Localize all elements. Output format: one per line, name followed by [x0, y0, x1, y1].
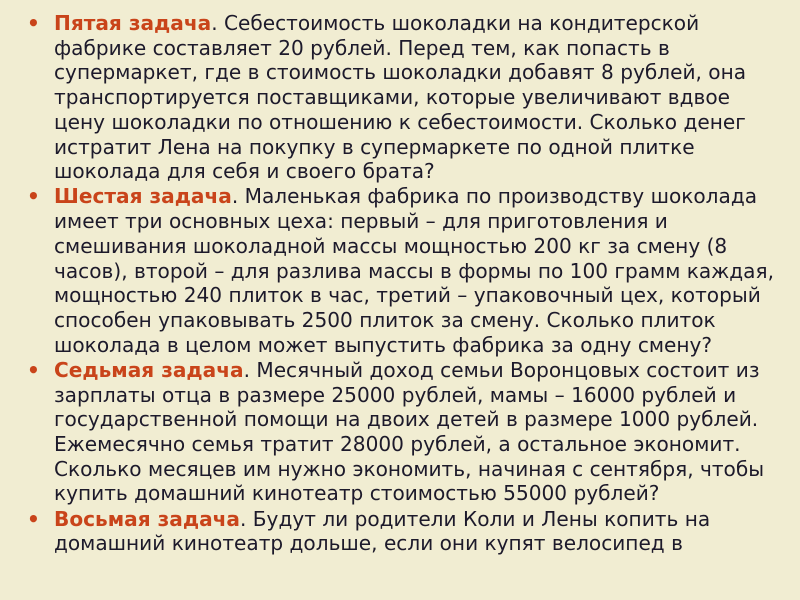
task-text: . Будут ли родители Коли и Лены копить на домашний кинотеатр дольше, если они купят велосипед в [54, 506, 711, 556]
task-title: Седьмая задача [54, 357, 244, 382]
task-text: . Маленькая фабрика по производству шоколада имеет три основных цеха: первый – для приготовления и смешивания шоколадной массы мощностью 200 кг за смену (8 часов), второй – для разлива массы в формы по 100 грамм каждая, мощностью 240 плиток в час, третий – упаковочный цех, который способен упаковывать 2500 плиток за смену. Сколько плиток шоколада в целом может выпустить фабрика за одну смену? [54, 184, 774, 357]
bullet-icon: • [27, 184, 40, 209]
task-text: . Себестоимость шоколадки на кондитерской фабрике составляет 20 рублей. Перед тем, как попасть в супермаркет, где в стоимость шоколадки добавят 8 рублей, она транспортируется поставщиками, которые увеличивают вдвое цену шоколадки по отношению к себестоимости. Сколько денег истратит Лена на покупку в супермаркете по одной плитке шоколада для себя и своего брата? [54, 11, 747, 184]
task-item-7 [24, 358, 784, 506]
task-list [24, 11, 784, 556]
bullet-icon: • [27, 357, 40, 382]
task-item-8 [24, 507, 784, 556]
bullet-icon: • [27, 11, 40, 35]
task-text: . Месячный доход семьи Воронцовых состоит из зарплаты отца в размере 25000 рублей, мамы – 16000 рублей и государственной помощи на двоих детей в размере 1000 рублей. Ежемесячно семья тратит 28000 рублей, а остальное экономит. Сколько месяцев им нужно экономить, начиная с сентября, чтобы купить домашний кинотеатр стоимостью 55000 рублей? [54, 357, 765, 506]
task-title: Пятая задача [54, 11, 212, 35]
bullet-icon: • [27, 506, 40, 531]
task-title: Восьмая задача [54, 506, 240, 531]
task-title: Шестая задача [54, 184, 232, 209]
task-item-5 [24, 11, 784, 184]
task-item-6 [24, 184, 784, 357]
